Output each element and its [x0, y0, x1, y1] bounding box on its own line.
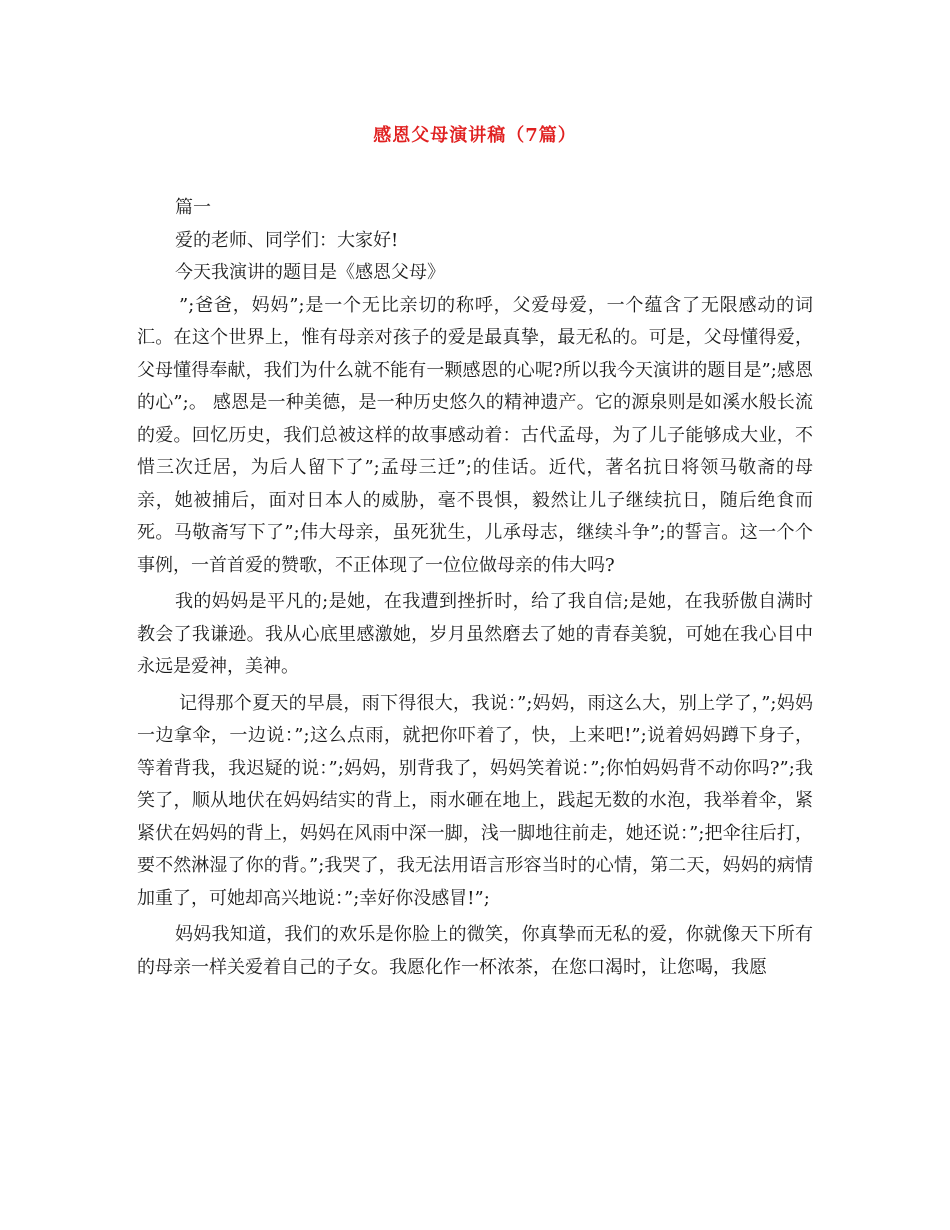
body-paragraph: ”;爸爸，妈妈”;是一个无比亲切的称呼，父爱母爱，一个蕴含了无限感动的词汇。在这个世界上，惟有母亲对孩子的爱是最真挚，最无私的。可是，父母懂得爱，父母懂得奉献，我们为什么就不能有一颗感恩的心呢?所以我今天演讲的题目是”;感恩的心”;。 感恩是一种美德，是一种历史悠久的精神遗产。它的源泉则是如溪水般长流的爱。回忆历史，我们总被这样的故事感动着：古代孟母，为了儿子能够成大业，不惜三次迁居，为后人留下了”;孟母三迁”;的佳话。近代，著名抗日将领马敬斋的母亲，她被捕后，面对日本人的威胁，毫不畏惧，毅然让儿子继续抗日，随后绝食而死。马敬斋写下了”;伟大母亲，虽死犹生，儿承母志，继续斗争”;的誓言。这一个个事例，一首首爱的赞歌，不正体现了一位位做母亲的伟大吗? — [137, 294, 813, 576]
document-title: 感恩父母演讲稿（7篇） — [373, 125, 577, 146]
greeting-paragraph: 爱的老师、同学们：大家好! — [175, 229, 399, 251]
section-heading: 篇一 — [175, 197, 211, 218]
topic-paragraph: 今天我演讲的题目是《感恩父母》 — [175, 262, 445, 283]
body-paragraph: 妈妈我知道，我们的欢乐是你脸上的微笑，你真挚而无私的爱，你就像天下所有的母亲一样关爱着自己的子女。我愿化作一杯浓茶，在您口渴时，让您喝，我愿 — [137, 924, 813, 978]
body-paragraph: 记得那个夏天的早晨，雨下得很大，我说：”;妈妈，雨这么大，别上学了，”;妈妈一边拿伞，一边说：”;这么点雨，就把你吓着了，快，上来吧!”;说着妈妈蹲下身子，等着背我，我迟疑的说：”;妈妈，别背我了，妈妈笑着说：”;你怕妈妈背不动你吗?”;我笑了，顺从地伏在妈妈结实的背上，雨水砸在地上，践起无数的水泡，我举着伞，紧紧伏在妈妈的背上，妈妈在风雨中深一脚，浅一脚地往前走，她还说：”;把伞往后打，要不然淋湿了你的背。”;我哭了，我无法用语言形容当时的心情，第二天，妈妈的病情加重了，可她却高兴地说：”;幸好你没感冒!”; — [137, 692, 813, 909]
body-paragraph: 我的妈妈是平凡的;是她，在我遭到挫折时，给了我自信;是她，在我骄傲自满时教会了我谦逊。我从心底里感激她，岁月虽然磨去了她的青春美貌，可她在我心目中永远是爱神，美神。 — [137, 591, 813, 677]
document-body — [137, 192, 813, 984]
